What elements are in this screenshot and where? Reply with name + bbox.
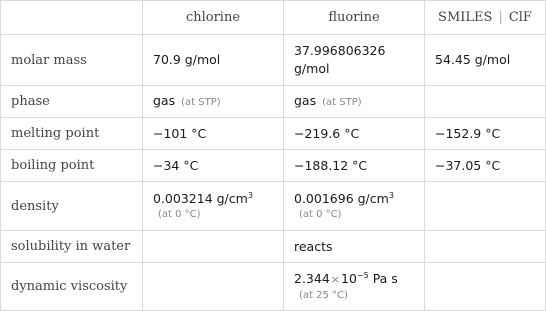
fluorine-viscosity-base: 10: [341, 271, 357, 286]
clf-molar-mass: 54.45 g/mol: [425, 35, 546, 86]
clf-viscosity: [425, 263, 546, 311]
row-label-density: density: [1, 182, 143, 231]
chlorine-viscosity: [143, 263, 284, 311]
chlorine-boiling-point: −34 °C: [143, 150, 284, 182]
fluorine-viscosity-note: (at 25 °C): [299, 290, 348, 301]
fluorine-boiling-point: −188.12 °C: [284, 150, 425, 182]
chlorine-phase: [143, 86, 284, 118]
smiles-separator: |: [498, 10, 503, 25]
corner-cell: [1, 1, 143, 35]
fluorine-viscosity: [284, 263, 425, 311]
clf-density: [425, 182, 546, 231]
fluorine-molar-mass: 37.996806326 g/mol: [284, 35, 425, 86]
smiles-value: ClF: [508, 10, 532, 25]
clf-boiling-point: −37.05 °C: [425, 150, 546, 182]
chlorine-density: [143, 182, 284, 231]
table-row: [1, 263, 546, 311]
multiply-sign: ×: [330, 273, 341, 286]
row-label-solubility: solubility in water: [1, 231, 143, 263]
fluorine-phase: [284, 86, 425, 118]
chlorine-density-exponent: 3: [247, 191, 253, 200]
table-row: [1, 86, 546, 118]
column-header-chlorine: chlorine: [143, 1, 284, 35]
fluorine-viscosity-unit: Pa s: [368, 271, 398, 286]
row-label-viscosity: dynamic viscosity: [1, 263, 143, 311]
clf-solubility: [425, 231, 546, 263]
chlorine-molar-mass: 70.9 g/mol: [143, 35, 284, 86]
chlorine-phase-value: gas: [153, 92, 176, 108]
chlorine-solubility: [143, 231, 284, 263]
chlorine-melting-point: −101 °C: [143, 118, 284, 150]
row-label-melting-point: melting point: [1, 118, 143, 150]
column-header-fluorine: fluorine: [284, 1, 425, 35]
fluorine-density-value: 0.001696 g/cm: [294, 191, 389, 206]
fluorine-density: [284, 182, 425, 231]
fluorine-phase-value: gas: [294, 92, 317, 108]
table-row: [1, 182, 546, 231]
table-row: [1, 35, 546, 86]
clf-phase: [425, 86, 546, 118]
smiles-label: SMILES: [438, 10, 493, 25]
fluorine-density-note: (at 0 °C): [299, 209, 342, 220]
fluorine-viscosity-mantissa: 2.344: [294, 271, 330, 286]
row-label-boiling-point: boiling point: [1, 150, 143, 182]
row-label-molar-mass: molar mass: [1, 35, 143, 86]
chlorine-phase-note: (at STP): [181, 96, 221, 108]
chlorine-density-note: (at 0 °C): [158, 209, 201, 220]
table-row: [1, 150, 546, 182]
fluorine-solubility: reacts: [284, 231, 425, 263]
fluorine-viscosity-exponent: −5: [356, 271, 369, 280]
chlorine-density-value: 0.003214 g/cm: [153, 191, 248, 206]
table-row: [1, 231, 546, 263]
column-header-smiles: [425, 1, 546, 35]
fluorine-phase-note: (at STP): [322, 96, 362, 108]
header-row: [1, 1, 546, 35]
clf-melting-point: −152.9 °C: [425, 118, 546, 150]
table-row: [1, 118, 546, 150]
row-label-phase: phase: [1, 86, 143, 118]
fluorine-density-exponent: 3: [388, 191, 394, 200]
fluorine-melting-point: −219.6 °C: [284, 118, 425, 150]
